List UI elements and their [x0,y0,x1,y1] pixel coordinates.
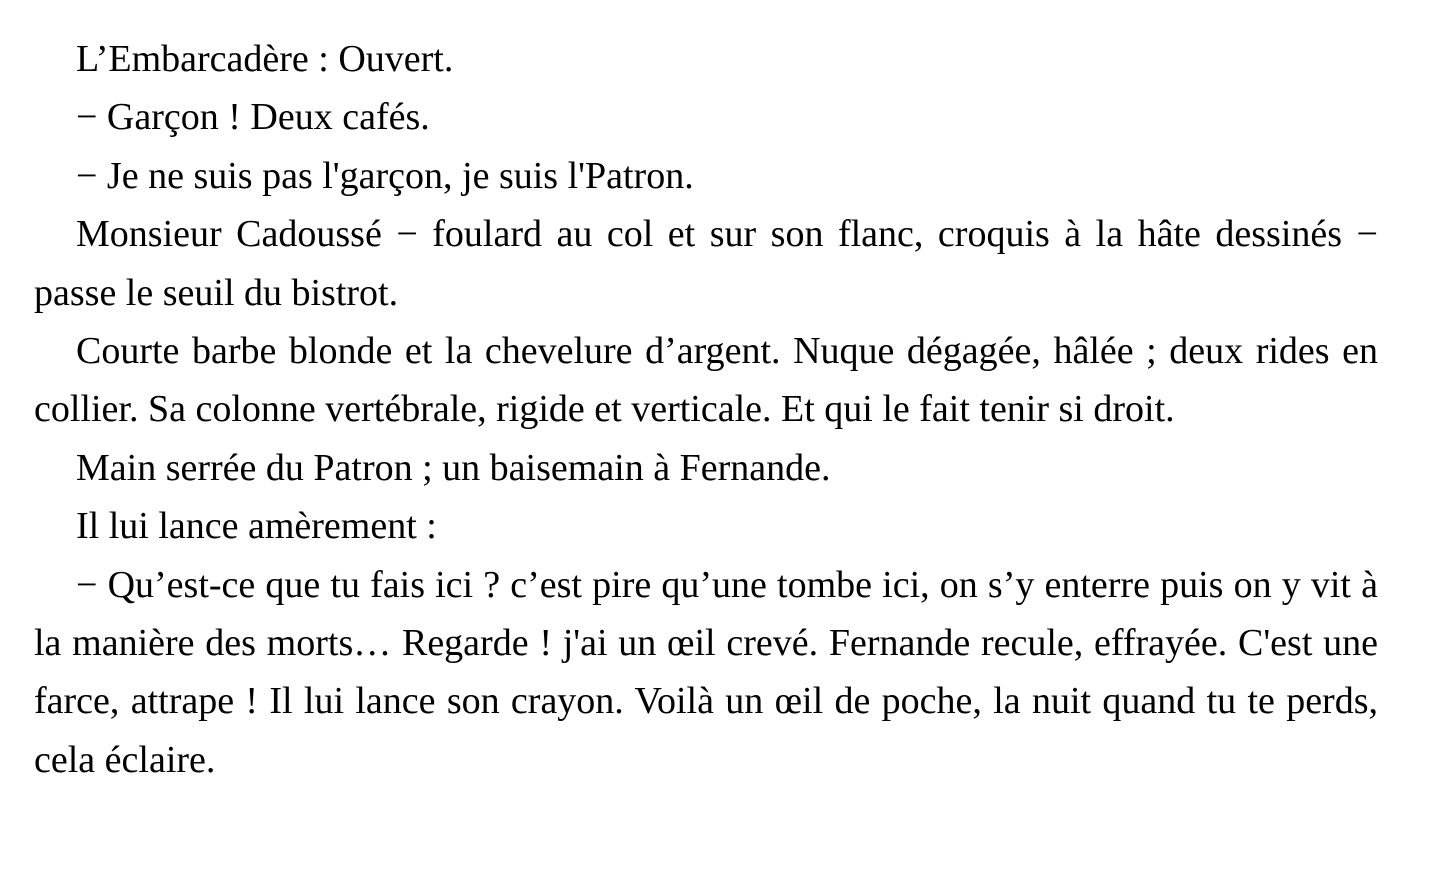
dialogue-line-patron: − Je ne suis pas l'garçon, je suis l'Patron. [76,154,694,197]
document-body [34,30,1378,789]
paragraph-lance: Il lui lance amèrement : [76,505,437,548]
paragraph-handshake: Main serrée du Patron ; un baisemain à Fernande. [76,446,831,489]
paragraph-embarcadere: L’Embarcadère : Ouvert. [76,38,454,80]
dialogue-paragraph-tombe: − Qu’est-ce que tu fais ici ? c’est pire qu’une tombe ici, on s’y enterre puis on y vit à la manière des morts… Regarde ! j'ai un œil crevé. Fernande recule, effrayée. C'est une farce, attrape ! Il lui lance son crayon. Voilà un œil de poche, la nuit quand tu te perds, cela éclaire. [34,563,1378,781]
paragraph-cadousse: Monsieur Cadoussé − foulard au col et sur son flanc, croquis à la hâte dessinés − passe le seuil du bistrot. [34,213,1378,314]
dialogue-line-garcon: − Garçon ! Deux cafés. [76,96,430,139]
paragraph-description: Courte barbe blonde et la chevelure d’argent. Nuque dégagée, hâlée ; deux rides en collier. Sa colonne vertébrale, rigide et verticale. Et qui le fait tenir si droit. [34,330,1378,431]
